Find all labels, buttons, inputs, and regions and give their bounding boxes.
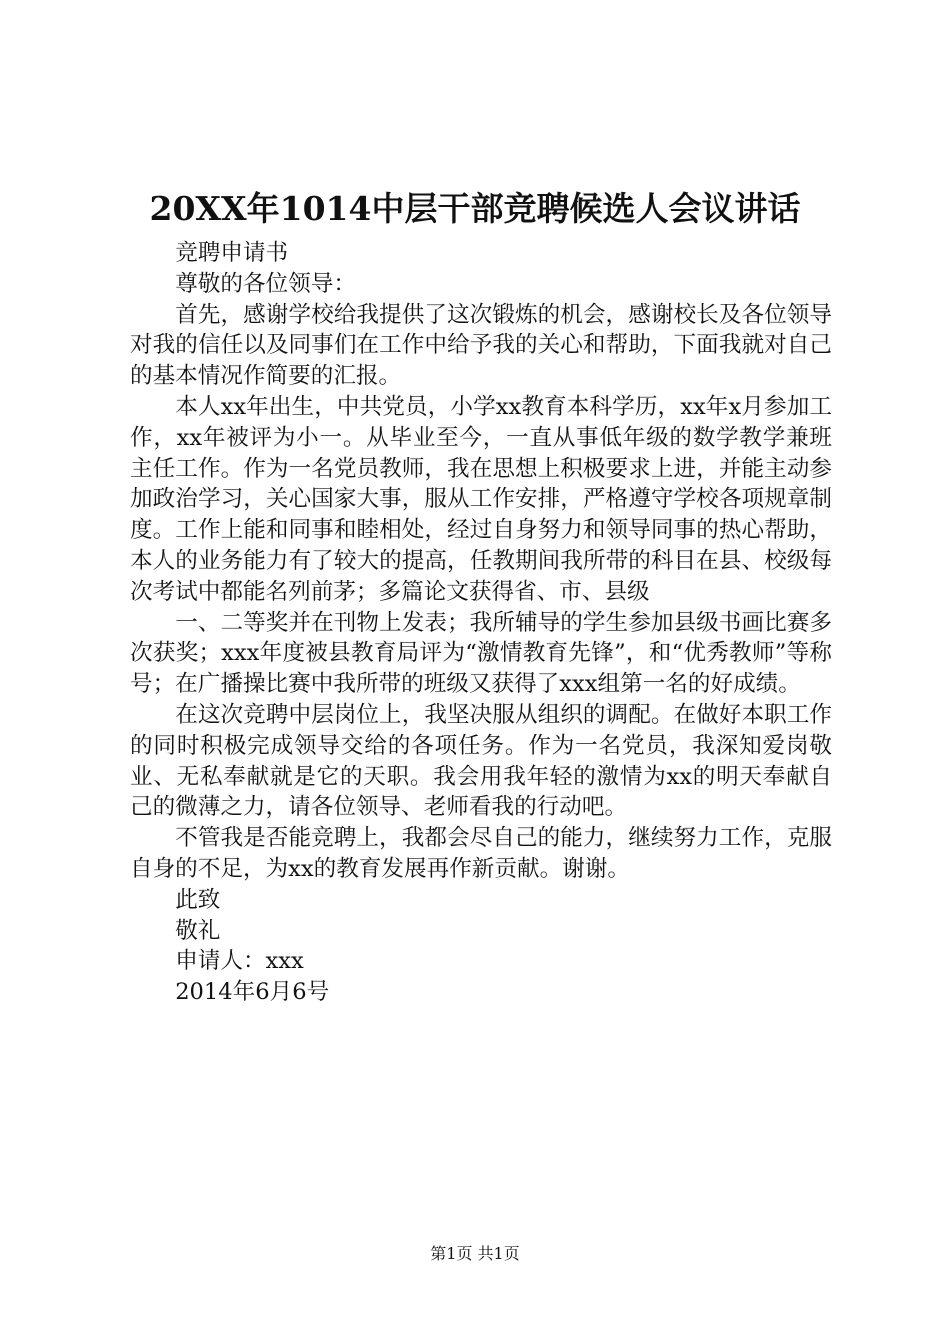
paragraph-date: 2014年6月6号 [175, 979, 330, 1006]
paragraph-commitment: 在这次竞聘中层岗位上，我坚决服从组织的调配。在做好本职工作的同时积极完成领导交给的各项任务。作为一名党员，我深知爱岗敬业、无私奉献就是它的天职。我会用我年轻的激情为xx的明天奉献自己的微薄之力，请各位领导、老师看我的行动吧。 [130, 701, 832, 821]
paragraph-background: 本人xx年出生，中共党员，小学xx教育本科学历，xx年x月参加工作，xx年被评为小一。从毕业至今，一直从事低年级的数学教学兼班主任工作。作为一名党员教师，我在思想上积极要求上进，并能主动参加政治学习，关心国家大事，服从工作安排，严格遵守学校各项规章制度。工作上能和同事和睦相处，经过自身努力和领导同事的热心帮助，本人的业务能力有了较大的提高，任教期间我所带的科目在县、校级每次考试中都能名列前茅；多篇论文获得省、市、县级 [130, 393, 832, 605]
paragraph-applicant: 申请人：xxx [175, 948, 304, 975]
paragraph-salutation: 尊敬的各位领导： [175, 270, 356, 297]
paragraph-closing: 不管我是否能竞聘上，我都会尽自己的能力，继续努力工作，克服自身的不足，为xx的教育发展再作新贡献。谢谢。 [130, 825, 832, 882]
page-footer: 第1页 共1页 [430, 1244, 520, 1263]
paragraph-intro: 首先，感谢学校给我提供了这次锻炼的机会，感谢校长及各位领导对我的信任以及同事们在工作中给予我的关心和帮助，下面我就对自己的基本情况作简要的汇报。 [130, 301, 832, 390]
paragraph-salute: 敬礼 [175, 917, 221, 944]
document-body [130, 238, 832, 1008]
document-title: 20XX年1014中层干部竞聘候选人会议讲话 [149, 189, 801, 228]
paragraph-awards: 一、二等奖并在刊物上发表；我所辅导的学生参加县级书画比赛多次获奖；xxx年度被县教育局评为“激情教育先锋”，和“优秀教师”等称号；在广播操比赛中我所带的班级又获得了xxx组第一名的好成绩。 [130, 609, 832, 698]
paragraph-regards: 此致 [175, 886, 221, 913]
paragraph-heading: 竞聘申请书 [175, 240, 289, 266]
